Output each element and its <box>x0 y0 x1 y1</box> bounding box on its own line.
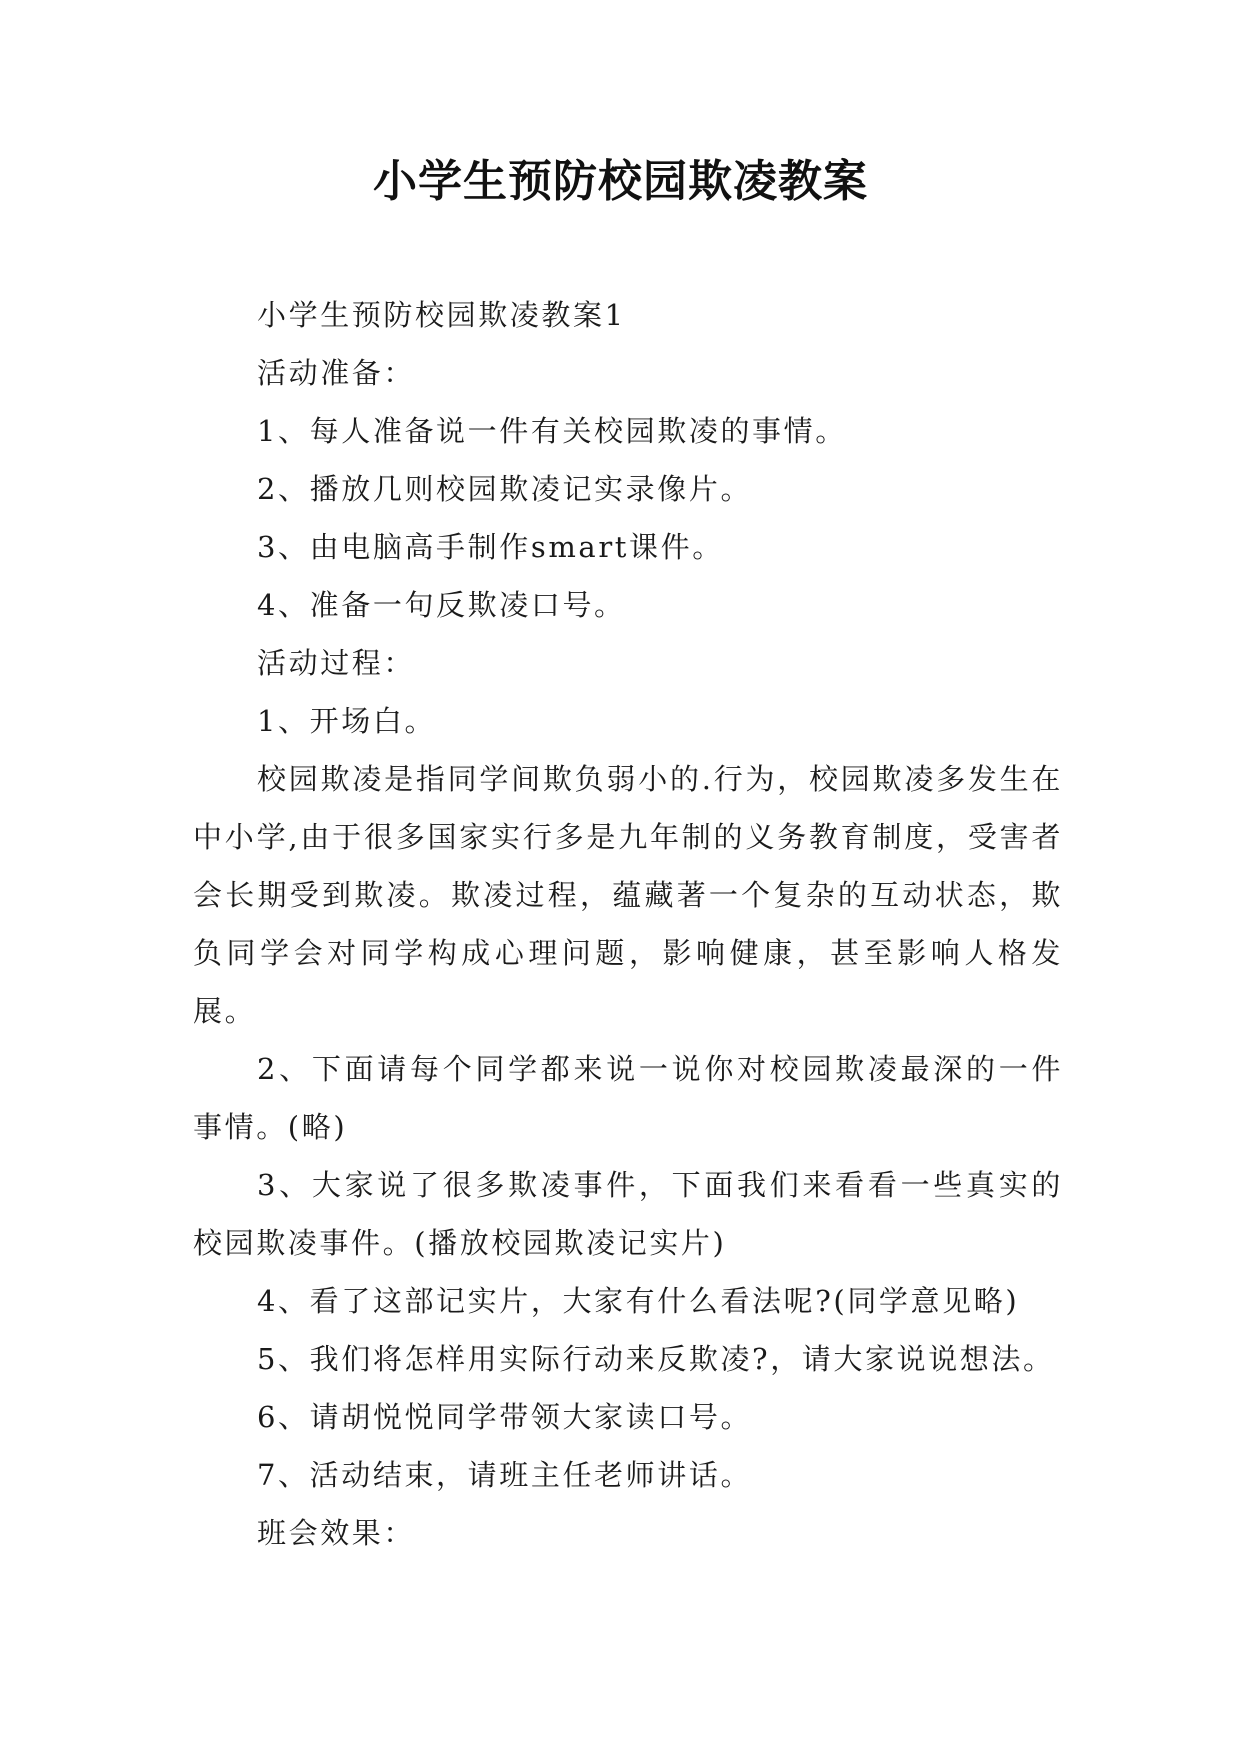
process-item: 6、请胡悦悦同学带领大家读口号。 <box>257 1400 753 1434</box>
process-item: 3、大家说了很多欺凌事件，下面我们来看看一些真实的校园欺凌事件。(播放校园欺凌记实片) <box>193 1168 1063 1260</box>
subheading-effect: 班会效果： <box>257 1516 416 1550</box>
preparation-item: 3、由电脑高手制作smart课件。 <box>257 530 724 564</box>
subheading-process: 活动过程： <box>257 646 416 680</box>
preparation-item: 4、准备一句反欺凌口号。 <box>257 588 626 622</box>
document-body <box>193 286 1063 1562</box>
preparation-item: 2、播放几则校园欺凌记实录像片。 <box>257 472 753 506</box>
preparation-item: 1、每人准备说一件有关校园欺凌的事情。 <box>257 414 847 448</box>
process-item: 4、看了这部记实片，大家有什么看法呢?(同学意见略) <box>257 1284 1020 1318</box>
process-item: 5、我们将怎样用实际行动来反欺凌?，请大家说说想法。 <box>257 1342 1055 1376</box>
subheading-preparation: 活动准备： <box>257 356 416 390</box>
process-item: 2、下面请每个同学都来说一说你对校园欺凌最深的一件事情。(略) <box>193 1052 1063 1144</box>
process-item: 7、活动结束，请班主任老师讲话。 <box>257 1458 753 1492</box>
document-title: 小学生预防校园欺凌教案 <box>373 156 868 207</box>
process-item: 1、开场白。 <box>257 704 437 738</box>
section-heading: 小学生预防校园欺凌教案1 <box>257 298 626 332</box>
body-paragraph: 校园欺凌是指同学间欺负弱小的.行为，校园欺凌多发生在中小学,由于很多国家实行多是九年制的义务教育制度，受害者会长期受到欺凌。欺凌过程，蕴藏著一个复杂的互动状态，欺负同学会对同学构成心理问题，影响健康，甚至影响人格发展。 <box>193 762 1063 1028</box>
